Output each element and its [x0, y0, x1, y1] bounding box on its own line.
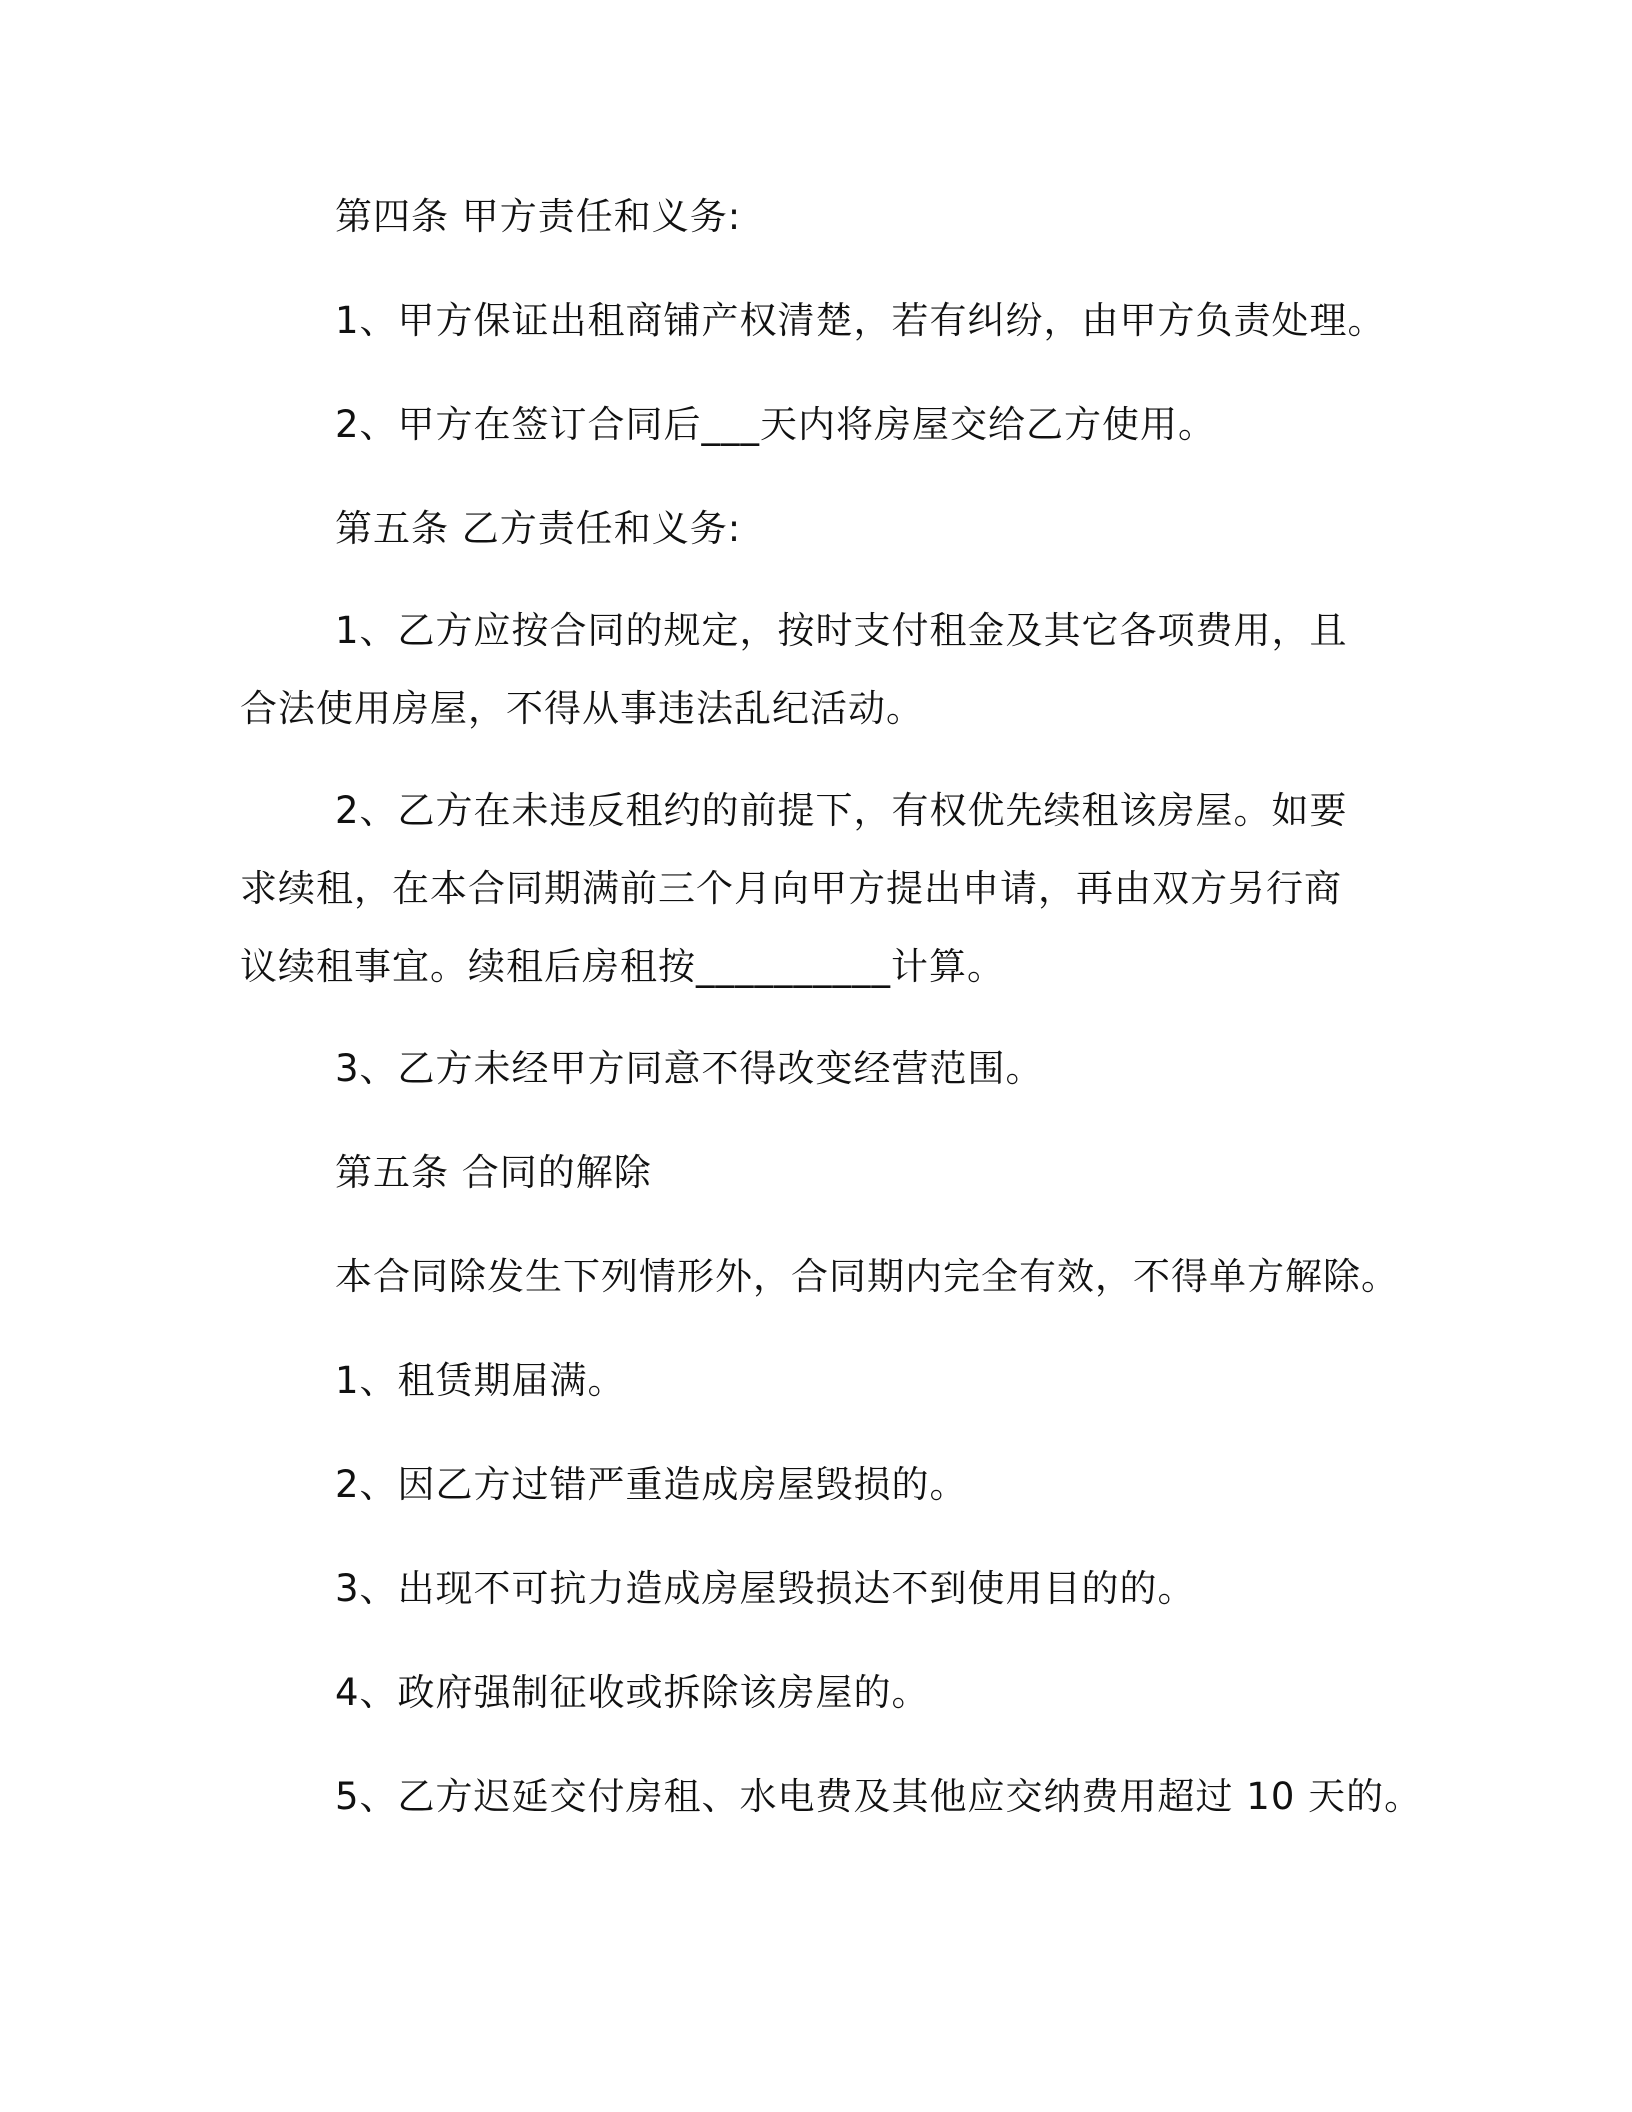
termination-item-5: 5、乙方迟延交付房租、水电费及其他应交纳费用超过 10 天的。 [335, 1775, 1423, 1818]
article-4-heading: 第四条 甲方责任和义务: [335, 195, 742, 238]
termination-intro: 本合同除发生下列情形外，合同期内完全有效，不得单方解除。 [335, 1255, 1399, 1298]
termination-item-3: 3、出现不可抗力造成房屋毁损达不到使用目的的。 [335, 1567, 1196, 1610]
termination-item-2: 2、因乙方过错严重造成房屋毁损的。 [335, 1463, 968, 1506]
article-5-clause-2: 2、乙方在未违反租约的前提下，有权优先续租该房屋。如要求续租，在本合同期满前三个月向甲方提出申请，再由双方另行商议续租事宜。续租后房租按__________计算。 [240, 789, 1348, 988]
article-5b-heading: 第五条 合同的解除 [335, 1151, 652, 1194]
article-4-clause-1: 1、甲方保证出租商铺产权清楚，若有纠纷，由甲方负责处理。 [335, 299, 1386, 342]
article-5-heading: 第五条 乙方责任和义务: [335, 507, 742, 550]
article-5-clause-1: 1、乙方应按合同的规定，按时支付租金及其它各项费用，且合法使用房屋，不得从事违法乱纪活动。 [240, 609, 1348, 730]
termination-item-1: 1、租赁期届满。 [335, 1359, 626, 1402]
article-5-clause-3: 3、乙方未经甲方同意不得改变经营范围。 [335, 1047, 1044, 1090]
termination-item-4: 4、政府强制征收或拆除该房屋的。 [335, 1671, 930, 1714]
article-4-clause-2: 2、甲方在签订合同后___天内将房屋交给乙方使用。 [335, 403, 1217, 446]
